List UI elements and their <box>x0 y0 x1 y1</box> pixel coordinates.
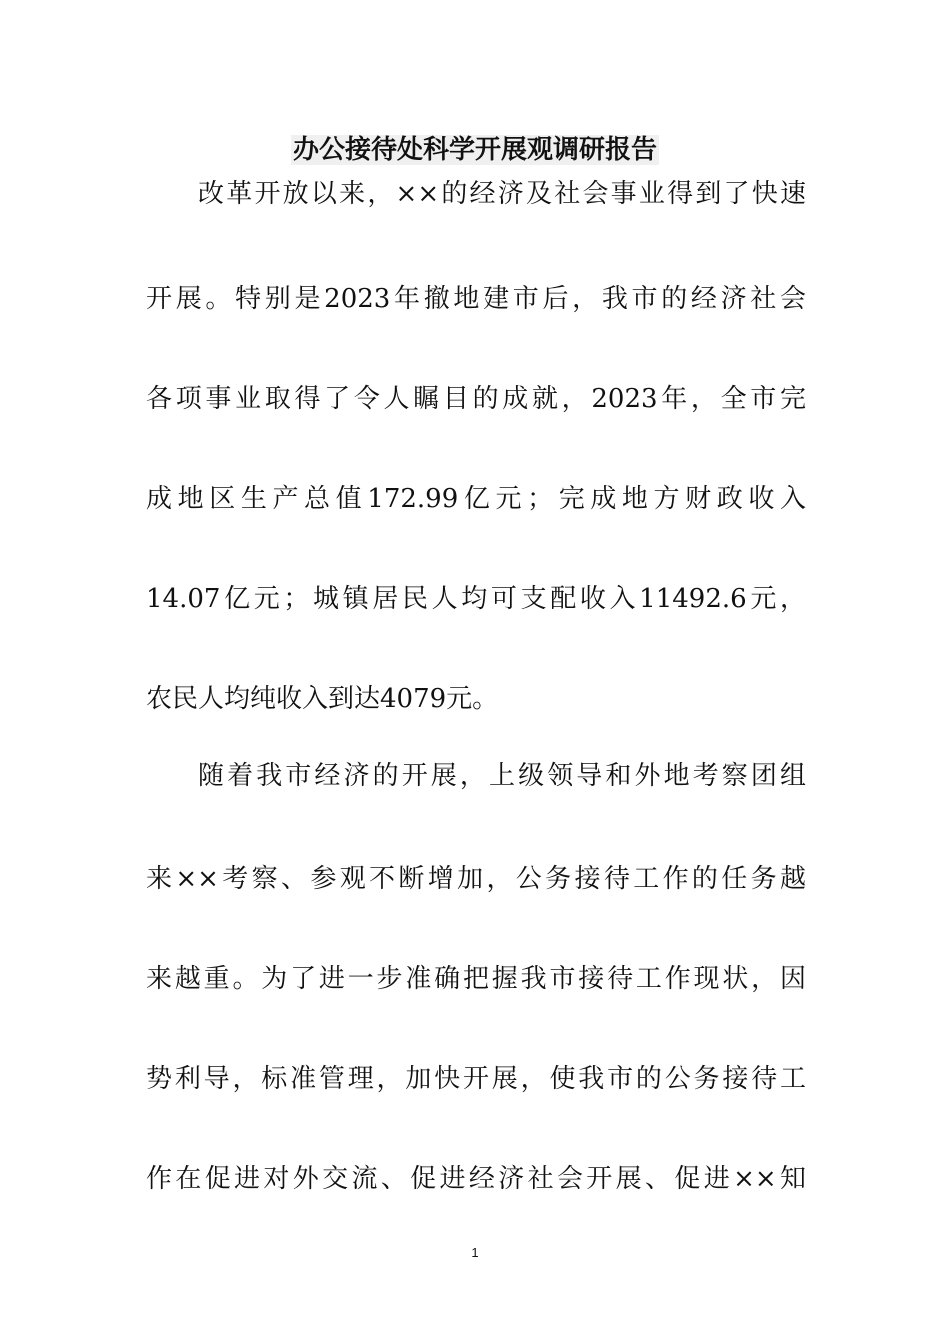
body-line-1: 改革开放以来，××的经济及社会事业得到了快速 <box>198 179 806 209</box>
document-title <box>0 128 950 172</box>
body-line-10: 势利导，标准管理，加快开展，使我市的公务接待工 <box>146 1064 806 1094</box>
page-number: 1 <box>471 1245 479 1260</box>
body-line-4: 成地区生产总值172.99亿元；完成地方财政收入 <box>146 484 806 514</box>
body-line-9: 来越重。为了进一步准确把握我市接待工作现状，因 <box>146 964 806 994</box>
body-line-7: 随着我市经济的开展，上级领导和外地考察团组 <box>198 761 806 791</box>
body-line-8: 来××考察、参观不断增加，公务接待工作的任务越 <box>146 864 806 894</box>
body-line-5: 14.07亿元；城镇居民人均可支配收入11492.6元， <box>146 584 806 614</box>
body-line-11: 作在促进对外交流、促进经济社会开展、促进××知 <box>146 1164 806 1194</box>
body-line-2: 开展。特别是2023年撤地建市后，我市的经济社会 <box>146 284 806 314</box>
body-line-6: 农民人均纯收入到达4079元。 <box>146 684 499 714</box>
body-line-3: 各项事业取得了令人瞩目的成就，2023年，全市完 <box>146 384 806 414</box>
title-text: 办公接待处科学开展观调研报告 <box>292 135 657 165</box>
